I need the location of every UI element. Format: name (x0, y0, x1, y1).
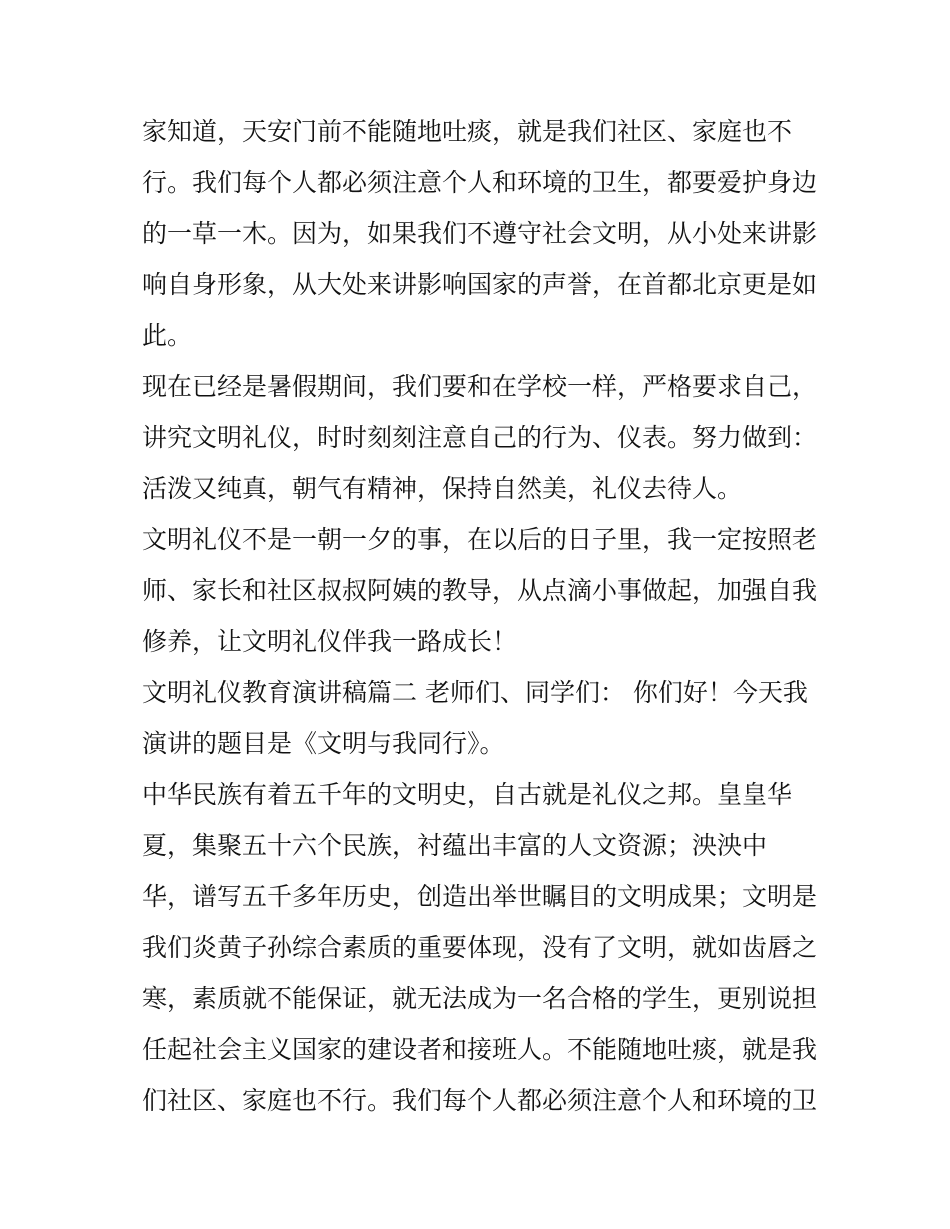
text-line: 文明礼仪不是一朝一夕的事，在以后的日子里，我一定按照老 (142, 525, 818, 554)
text-line: 任起社会主义国家的建设者和接班人。不能随地吐痰，就是我 (142, 1035, 818, 1064)
text-line: 家知道，天安门前不能随地吐痰，就是我们社区、家庭也不 (142, 117, 793, 146)
text-line: 夏，集聚五十六个民族，衬蕴出丰富的人文资源；泱泱中 (142, 831, 768, 860)
text-line: 修养，让文明礼仪伴我一路成长！ (142, 627, 518, 656)
text-line: 华，谱写五千多年历史，创造出举世瞩目的文明成果；文明是 (142, 882, 818, 911)
text-line: 活泼又纯真，朝气有精神，保持自然美，礼仪去待人。 (142, 474, 743, 503)
text-line: 中华民族有着五千年的文明史，自古就是礼仪之邦。皇皇华 (142, 780, 793, 809)
text-line: 响自身形象，从大处来讲影响国家的声誉，在首都北京更是如 (142, 270, 818, 299)
text-line: 讲究文明礼仪，时时刻刻注意自己的行为、仪表。努力做到： (142, 423, 818, 452)
text-line: 师、家长和社区叔叔阿姨的教导，从点滴小事做起，加强自我 (142, 576, 818, 605)
text-line: 的一草一木。因为，如果我们不遵守社会文明，从小处来讲影 (142, 219, 818, 248)
document-body (142, 106, 822, 1126)
text-line: 们社区、家庭也不行。我们每个人都必须注意个人和环境的卫 (142, 1086, 818, 1115)
text-line: 现在已经是暑假期间，我们要和在学校一样，严格要求自己， (142, 372, 818, 401)
text-line: 寒，素质就不能保证，就无法成为一名合格的学生，更别说担 (142, 984, 818, 1013)
text-line: 演讲的题目是《文明与我同行》。 (142, 729, 505, 758)
text-line: 我们炎黄子孙综合素质的重要体现，没有了文明，就如齿唇之 (142, 933, 818, 962)
text-line: 此。 (142, 321, 193, 350)
text-line: 文明礼仪教育演讲稿篇二 老师们、同学们： 你们好！今天我 (142, 678, 808, 707)
text-line: 行。我们每个人都必须注意个人和环境的卫生，都要爱护身边 (142, 168, 818, 197)
